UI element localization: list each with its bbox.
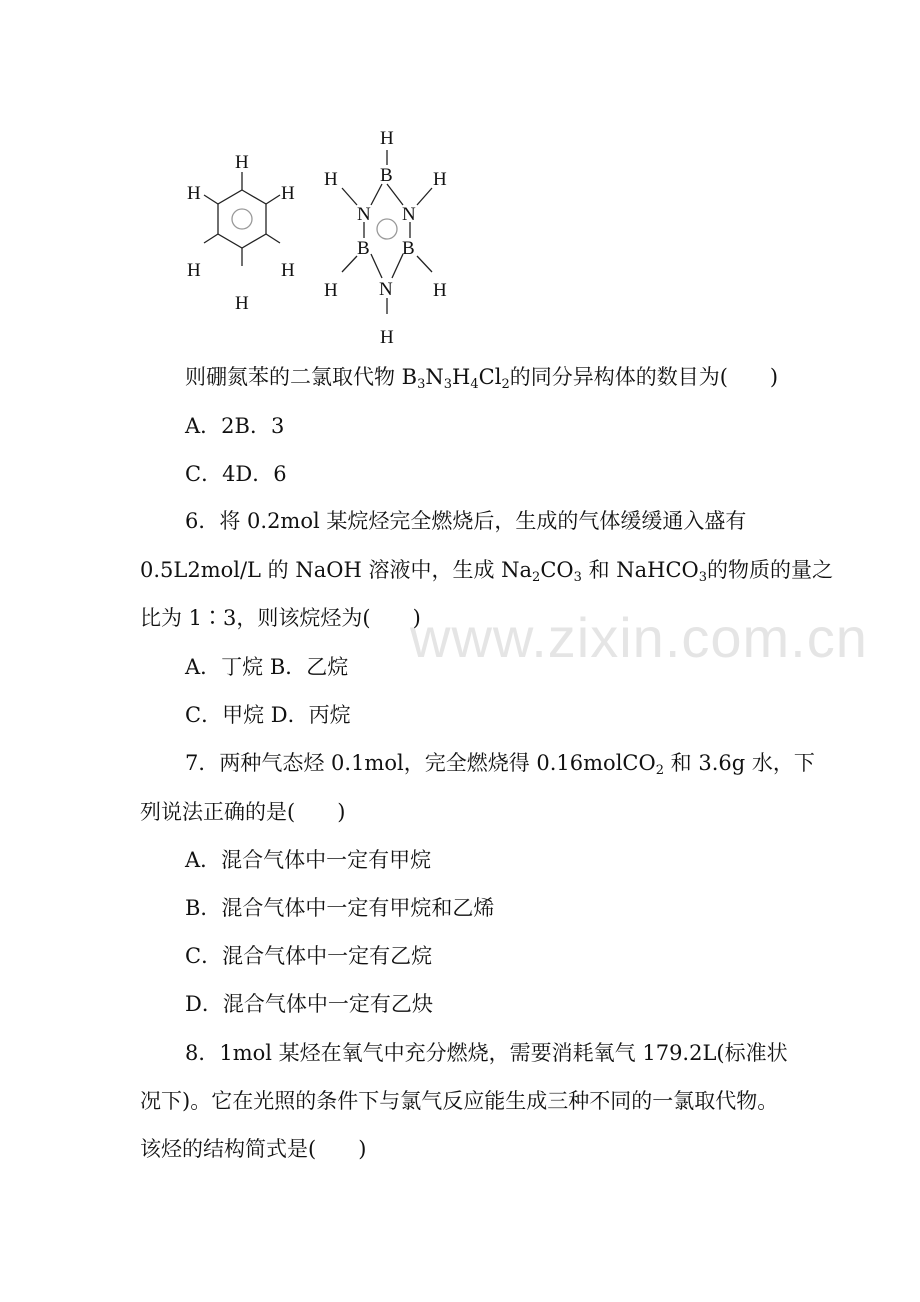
borazine-h-lower-right: H [433,280,447,301]
q6-line-2-part-d: 的物质的量之 [707,558,834,582]
structure-diagrams [170,110,470,355]
q8-line-2: 况下)。它在光照的条件下与氯气反应能生成三种不同的一氯取代物。 [140,1089,779,1113]
benzene-h-bottom: H [235,293,249,314]
benzene-h-upper-left: H [187,183,201,204]
borazine-h-upper-right: H [433,169,447,190]
borazine-n-upper-left: N [357,204,371,225]
benzene-h-lower-right: H [281,260,295,281]
borazine-atom-labels [324,128,447,348]
benzene-borazine-figure [170,110,470,355]
borazine-h-lower-left: H [324,280,338,301]
q6-line-2-part-b: CO [540,558,574,582]
benzene-hydrogen-labels [187,152,295,314]
q7-option-d: D．混合气体中一定有乙炔 [185,992,433,1016]
benzene-h-upper-right: H [281,183,295,204]
q5-formula-h: H [452,365,471,389]
q6-sub-3: 3 [698,570,708,585]
q8-line-1: 8．1mol 某烃在氧气中充分燃烧，需要消耗氧气 179.2L(标准状 [185,1041,788,1065]
q7-option-a: A．混合气体中一定有甲烷 [185,848,432,872]
borazine-b-lower-left: B [357,238,370,259]
q6-options-cd: C．甲烷 D．丙烷 [185,703,351,727]
borazine-b-lower-right: B [402,238,415,259]
watermark: www.zixin.com.cn [410,606,868,669]
borazine-b-top: B [380,165,393,186]
q7-sub: 2 [655,763,664,778]
q5-formula-n: N [425,365,444,389]
q7-line-1-part-a: 7．两种气态烃 0.1mol，完全燃烧得 0.16molCO [185,751,656,775]
q6-line-3: 比为 1∶3，则该烷烃为( ) [140,606,421,630]
q5-options-ab: A．2B．3 [185,414,285,438]
borazine-h-bottom: H [380,327,394,348]
q5-options-cd: C．4D．6 [185,462,287,486]
q6-options-ab: A．丁烷 B．乙烷 [185,655,349,679]
q6-sub-2: 3 [573,570,582,585]
q7-line-1 [185,748,815,778]
borazine-n-bottom: N [379,279,393,300]
q7-option-c: C．混合气体中一定有乙烷 [185,944,433,968]
q5-stem [185,362,790,392]
q5-stem-prefix: 则硼氮苯的二氯取代物 B [185,365,418,389]
borazine-h-top: H [380,128,394,149]
benzene-structure [204,172,280,266]
q6-line-2-part-a: 0.5L2mol/L 的 NaOH 溶液中，生成 Na [140,558,533,582]
q6-line-2 [140,555,834,585]
q6-line-1: 6．将 0.2mol 某烷烃完全燃烧后，生成的气体缓缓通入盛有 [185,509,747,533]
borazine-h-upper-left: H [324,169,338,190]
q5-formula-sub-2: 3 [443,377,453,392]
q7-option-b: B．混合气体中一定有甲烷和乙烯 [185,896,495,920]
q5-formula-cl: Cl [478,365,502,389]
q7-line-1-part-b: 和 3.6g 水，下 [670,751,815,775]
borazine-n-upper-right: N [402,204,416,225]
q5-formula-sub-3: 4 [470,377,479,392]
q5-stem-suffix: 的同分异构体的数目为( ) [509,365,779,389]
q6-sub-1: 2 [532,570,541,585]
q5-formula-sub-4: 2 [501,377,510,392]
q7-line-2: 列说法正确的是( ) [140,800,346,824]
q5-formula-sub-1: 3 [417,377,426,392]
q6-line-2-part-c: 和 NaHCO [588,558,699,582]
benzene-h-lower-left: H [187,260,201,281]
benzene-h-top: H [235,152,249,173]
q8-line-3: 该烃的结构简式是( ) [140,1137,367,1161]
